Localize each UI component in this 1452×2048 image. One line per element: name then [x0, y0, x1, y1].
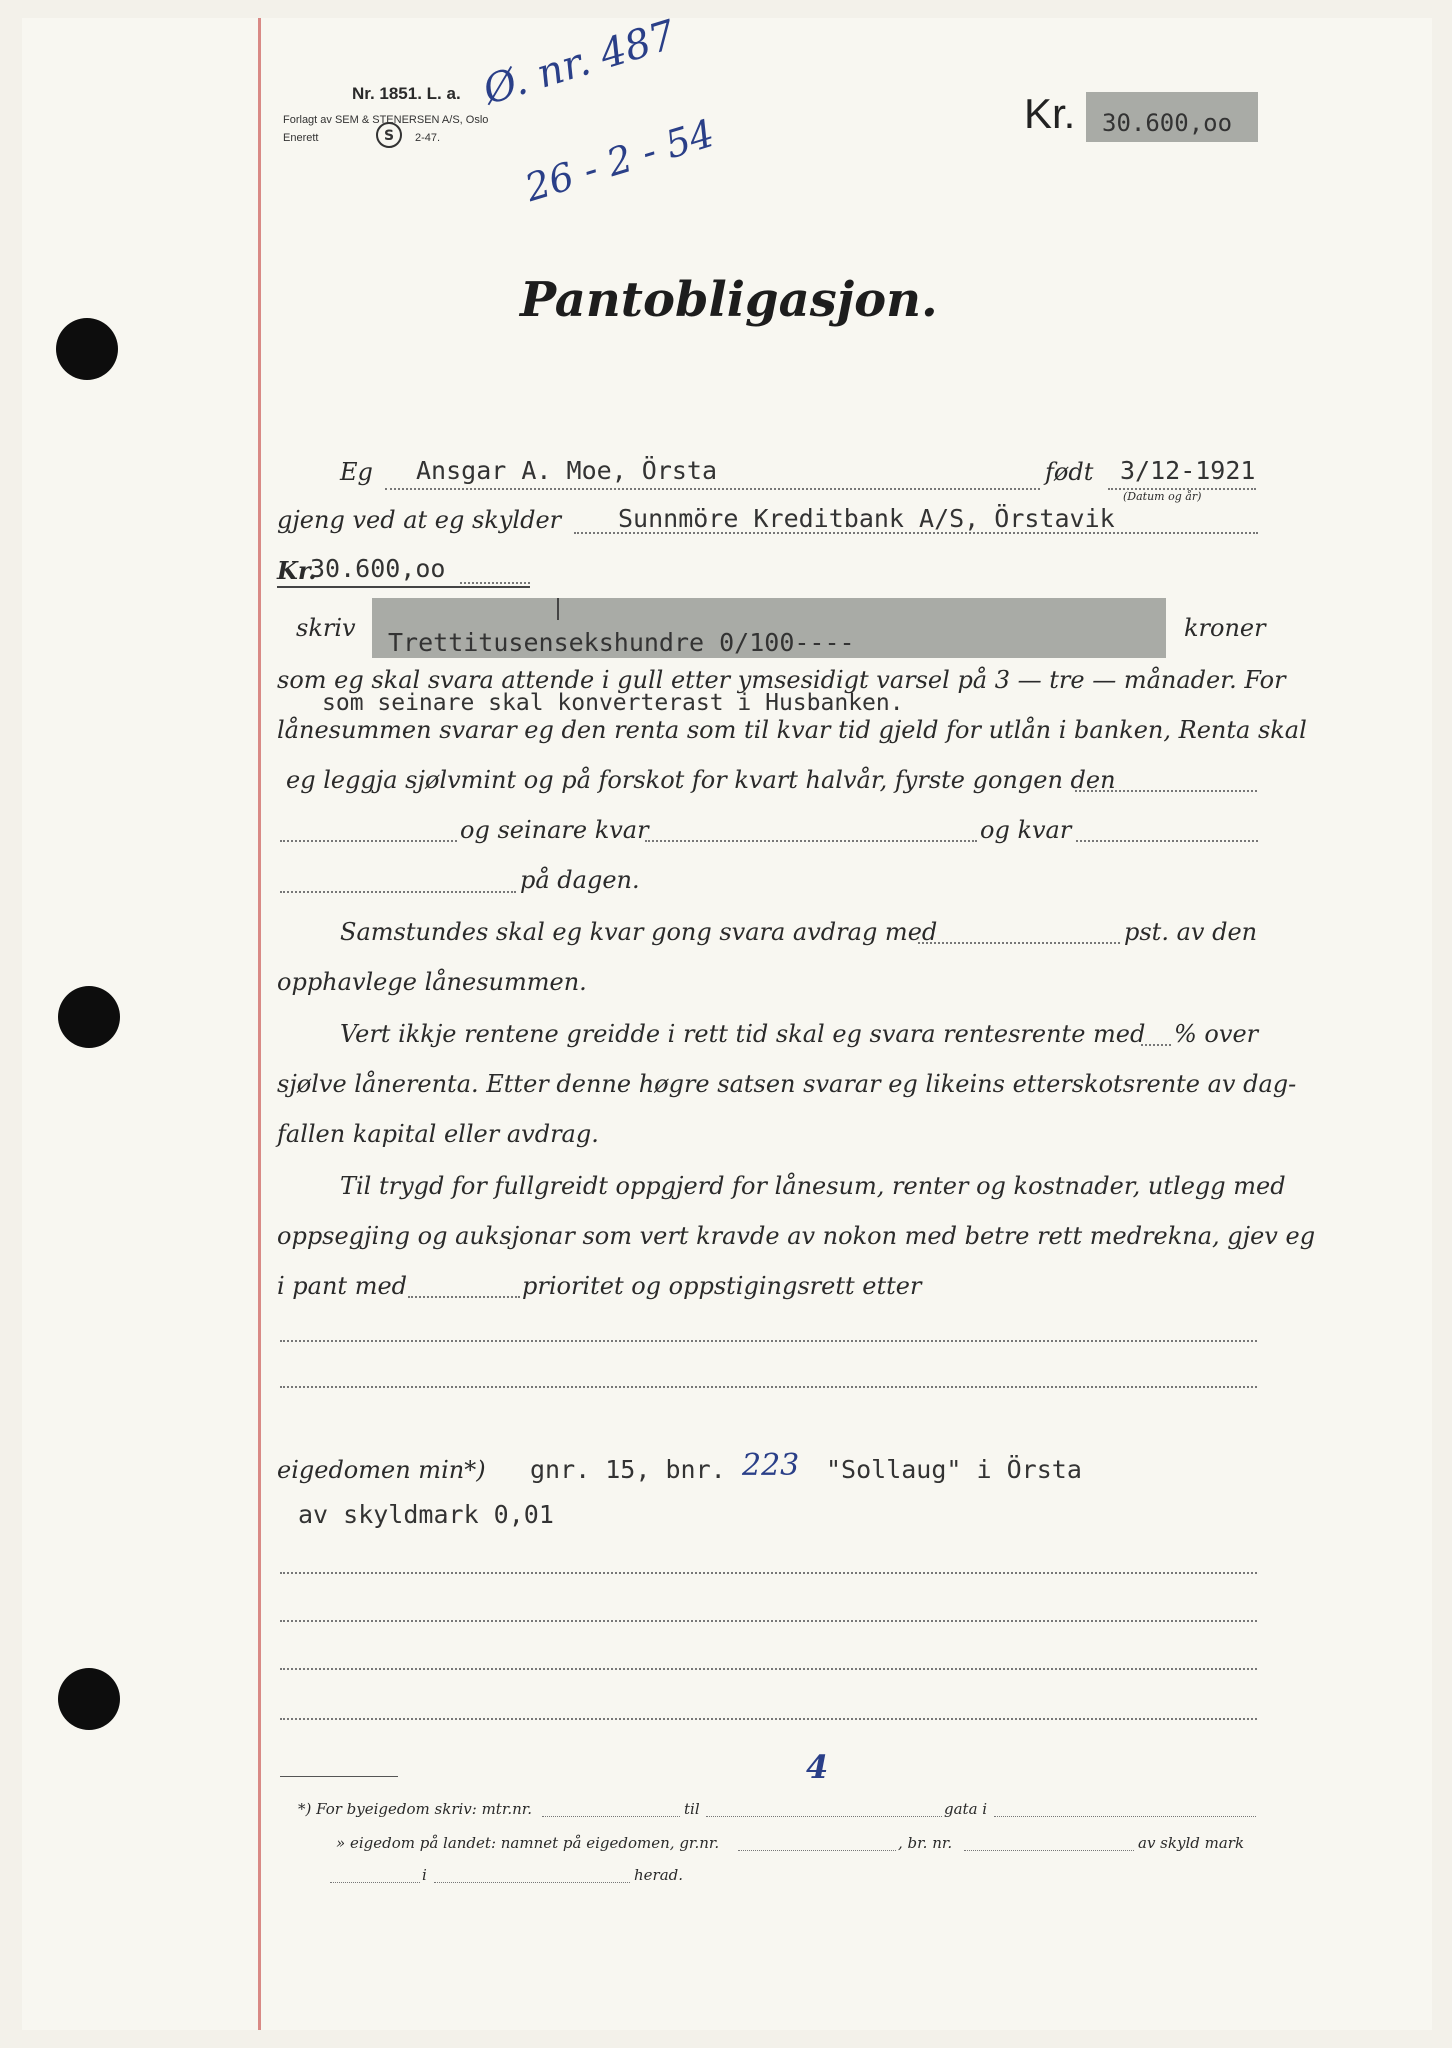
handwritten-record-date: 26 - 2 - 54: [520, 111, 720, 211]
body-line-10: fallen kapital eller avdrag.: [277, 1120, 599, 1148]
punch-hole-top: [56, 318, 118, 380]
amount-typed: 30.600,oo: [310, 554, 446, 583]
interest-rate-dotted-line: [1141, 1044, 1171, 1046]
amount-header-label: Kr.: [1024, 90, 1076, 137]
footnote-line-1c: gata i: [944, 1800, 988, 1818]
punch-hole-middle: [58, 986, 120, 1048]
footnote-line-2a: » eigedom på landet: namnet på eigedomen, gr.nr.: [336, 1834, 720, 1852]
body-line-7: opphavlege lånesummen.: [277, 968, 587, 996]
footnote-line-1b: til: [684, 1800, 700, 1818]
body-line-8a: Vert ikkje rentene greidde i rett tid skal eg svara rentesrente med: [340, 1020, 1146, 1048]
blank-dotted-line-2: [280, 1386, 1257, 1388]
body-line-9: sjølve lånerenta. Etter denne høgre satsen svarar eg likeins etterskotsrente av dag-: [277, 1070, 1297, 1098]
skriv-label: skriv: [296, 614, 356, 642]
svg-text:S: S: [383, 128, 395, 144]
footnote-line-2c: av skyld mark: [1138, 1834, 1245, 1852]
form-number: Nr. 1851. L. a.: [352, 84, 461, 103]
body-line-13b: prioritet og oppstigingsrett etter: [522, 1272, 922, 1300]
born-label: født: [1045, 458, 1094, 486]
exclusive-rights: Enerett: [283, 132, 319, 144]
document-title: Pantobligasjon.: [520, 272, 938, 328]
handwritten-record-number: Ø. nr. 487: [478, 12, 681, 114]
publisher: Forlagt av SEM & STENERSEN A/S, Oslo: [283, 114, 489, 126]
debtor-dotted-line: [385, 488, 1040, 490]
property-label: eigedomen min*): [277, 1456, 486, 1484]
creditor-name: Sunnmöre Kreditbank A/S, Örstavik: [618, 504, 1115, 533]
handwritten-mark: 4: [806, 1748, 829, 1786]
body-line-8b: % over: [1174, 1020, 1259, 1048]
first-date-dotted-line: [1075, 790, 1257, 792]
form-edition: 2-47.: [415, 132, 441, 144]
body-line-2: lånesummen svarar eg den renta som til kvar tid gjeld for utlån i banken, Renta skal: [277, 716, 1307, 744]
property-gnr-bnr: gnr. 15, bnr.: [530, 1455, 726, 1484]
blank-dotted-line-5: [280, 1668, 1257, 1670]
footnote-dots-5: [964, 1850, 1134, 1851]
body-line-6b: pst. av den: [1124, 918, 1258, 946]
footnote-dots-4: [738, 1850, 896, 1851]
footnote-dots-2: [706, 1816, 942, 1817]
body-line-11: Til trygd for fullgreidt oppgjerd for lånesum, renter og kostnader, utlegg med: [340, 1172, 1286, 1200]
debtor-name: Ansgar A. Moe, Örsta: [416, 456, 718, 485]
date-dotted-line-c: [1076, 840, 1258, 842]
blank-dotted-line-3: [280, 1572, 1257, 1574]
blank-dotted-line-6: [280, 1718, 1257, 1720]
owe-label: gjeng ved at eg skylder: [277, 506, 562, 534]
date-dotted-line-a: [280, 840, 457, 842]
footnote-line-1a: *) For byeigedom skriv: mtr.nr.: [298, 1800, 533, 1818]
blank-dotted-line-1: [280, 1340, 1257, 1342]
footnote-line-3b: herad.: [634, 1866, 684, 1884]
property-skyldmark: av skyldmark 0,01: [298, 1500, 554, 1529]
amount-in-words: Trettitusensekshundre 0/100----: [388, 628, 855, 657]
kroner-label: kroner: [1184, 614, 1266, 642]
footnote-dots-6: [330, 1882, 420, 1883]
date-hint: (Datum og år): [1123, 490, 1202, 503]
instalment-dotted-line: [918, 942, 1120, 944]
amount-underline: [277, 586, 530, 588]
property-bnr-handwritten: 223: [742, 1448, 800, 1483]
amount-header-value: 30.600,oo: [1102, 109, 1233, 137]
kr-label: Kr.: [277, 556, 317, 585]
body-line-1: som eg skal svara attende i gull etter ymsesidigt varsel på 3 — tre — månader. For: [277, 666, 1286, 694]
body-line-5: på dagen.: [520, 866, 640, 894]
body-line-3: eg leggja sjølvmint og på forskot for kvart halvår, fyrste gongen den: [286, 766, 1116, 794]
date-dotted-line-d: [280, 891, 516, 893]
publisher-logo-icon: [375, 121, 403, 149]
body-line-4a: og seinare kvar: [460, 816, 649, 844]
footnote-separator: [280, 1776, 398, 1777]
creditor-dotted-line: [574, 532, 1258, 534]
footnote-dots-3: [994, 1816, 1256, 1817]
punch-hole-bottom: [58, 1668, 120, 1730]
eg-label: Eg: [340, 458, 373, 486]
body-line-13a: i pant med: [277, 1272, 408, 1300]
footnote-line-2b: , br. nr.: [898, 1834, 953, 1852]
body-line-6a: Samstundes skal eg kvar gong svara avdrag med: [340, 918, 938, 946]
priority-dotted-line: [408, 1296, 520, 1298]
birthdate: 3/12-1921: [1120, 456, 1256, 485]
amount-dotted-line: [460, 582, 530, 584]
footnote-line-3a: i: [422, 1866, 427, 1884]
date-dotted-line-b: [645, 840, 977, 842]
body-line-12: oppsegjing og auksjonar som vert kravde av nokon med betre rett medrekna, gjev eg: [277, 1222, 1316, 1250]
property-name-place: "Sollaug" i Örsta: [826, 1455, 1082, 1484]
typewriter-mark: [557, 598, 559, 620]
red-margin-line: [258, 18, 261, 2030]
footnote-dots-7: [434, 1882, 630, 1883]
footnote-dots-1: [542, 1816, 680, 1817]
blank-dotted-line-4: [280, 1620, 1257, 1622]
typed-insert-husbanken: som seinare skal konverterast i Husbanken.: [322, 690, 904, 716]
body-line-4b: og kvar: [980, 816, 1072, 844]
